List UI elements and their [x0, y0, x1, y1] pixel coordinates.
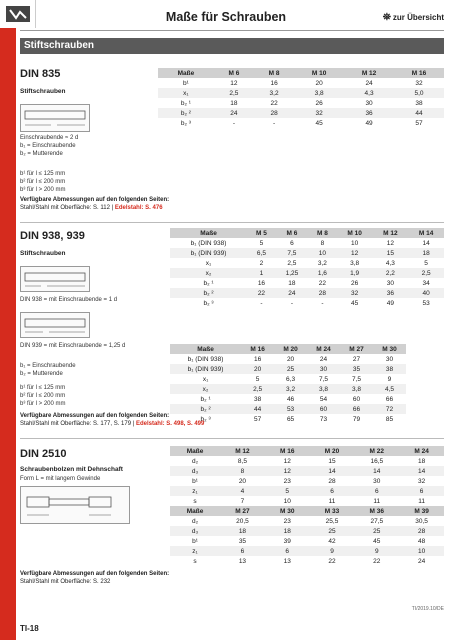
table-cell: 6	[265, 546, 310, 556]
table-row	[170, 288, 444, 298]
row-label: b₂ ²	[158, 108, 214, 118]
din-835-subtitle: Stiftschrauben	[20, 88, 66, 95]
table-row	[158, 118, 444, 128]
table-cell: -	[260, 299, 263, 307]
row-label: d₂	[191, 517, 199, 525]
table-header-cell: M 6	[276, 228, 308, 238]
table-cell: 20	[286, 355, 295, 363]
table-cell: 11	[418, 497, 425, 505]
din-835-drawing	[20, 104, 90, 132]
table-cell: 30,5	[415, 517, 428, 525]
table-cell: 1	[247, 268, 276, 278]
table-cell: 20	[315, 79, 323, 87]
table-header-cell: M 5	[247, 228, 276, 238]
table-row	[170, 546, 444, 556]
row-label: b₂ ¹	[203, 279, 214, 287]
row-label: d₂	[191, 457, 199, 465]
table-cell: 5	[265, 486, 310, 496]
din-2510-availability: Verfügbare Abmessungen auf den folgenden Seiten: Stahl/Stahl mit Oberfläche: S. 232	[20, 571, 170, 585]
table-cell: 85	[385, 415, 394, 423]
table-header-cell: M 27	[340, 344, 373, 354]
table-cell: 6	[399, 486, 444, 496]
back-link-label: zur Übersicht	[392, 13, 444, 22]
table-cell: 36	[373, 288, 409, 298]
din-835-block	[20, 62, 444, 222]
table-header-cell: M 10	[294, 68, 344, 78]
table-header-cell: M 24	[307, 344, 340, 354]
table-cell: 16,5	[370, 457, 384, 465]
table-header-cell: M 27	[220, 506, 265, 516]
table-cell: 42	[328, 537, 336, 545]
din-938-subtitle: Stiftschrauben	[20, 250, 66, 257]
table-cell: 8	[320, 239, 325, 247]
table-cell: 22	[328, 557, 336, 565]
table-header-cell: M 30	[265, 506, 310, 516]
table-cell: 14	[354, 466, 399, 476]
table-cell: 2,5	[241, 384, 274, 394]
din-938-note: DIN 938 = mit Einschraubende = 1 d	[20, 297, 118, 303]
table-row	[170, 414, 406, 424]
table-cell: 24	[214, 108, 254, 118]
table-cell: 54	[319, 395, 328, 403]
table-cell: 57	[253, 415, 262, 423]
table-cell: 14	[399, 466, 444, 476]
din-938-title: DIN 938, 939	[20, 230, 85, 242]
table-cell: 73	[319, 415, 328, 423]
table-cell: 8,5	[237, 457, 247, 465]
table-cell: 45	[315, 119, 323, 127]
table-cell: 65	[286, 415, 295, 423]
table-header-cell: Maße	[170, 506, 220, 516]
table-cell: 22	[270, 99, 278, 107]
table-cell: 3,8	[307, 384, 340, 394]
row-label: z₁	[170, 486, 220, 496]
table-row	[170, 496, 444, 506]
table-header-cell: M 16	[265, 446, 310, 456]
table-header-cell: M 12	[220, 446, 265, 456]
table-header-cell: M 8	[254, 68, 294, 78]
table-cell: 10	[308, 248, 337, 258]
din-2510-title: DIN 2510	[20, 448, 67, 460]
table-cell: 25,5	[325, 517, 339, 525]
table-cell: 60	[307, 404, 340, 414]
din-938-length-notes: b¹ für l ≤ 125 mm b² für l ≤ 200 mm b³ für l > 200 mm	[20, 385, 66, 407]
table-cell: 12	[230, 79, 238, 87]
row-label: b₁ (DIN 938)	[187, 355, 224, 363]
din-939-note: DIN 939 = mit Einschraubende = 1,25 d	[20, 343, 126, 349]
table-header-cell: M 33	[310, 506, 355, 516]
din-835-availability: Verfügbare Abmessungen auf den folgenden Seiten: Stahl/Stahl mit Oberfläche: S. 112 | Edelstahl: S. 476	[20, 197, 170, 211]
table-header-cell: M 6	[214, 68, 254, 78]
table-row	[170, 486, 444, 496]
table-header-cell: M 22	[354, 446, 399, 456]
divider	[20, 222, 444, 223]
table-cell: 7,5	[319, 375, 329, 383]
row-label: b₁ (DIN 939)	[170, 248, 247, 258]
table-cell: 32	[417, 477, 426, 485]
row-label: x₂	[170, 384, 241, 394]
table-row	[170, 404, 406, 414]
table-cell: 27	[352, 355, 361, 363]
table-row	[170, 456, 444, 466]
row-label: x₂	[170, 268, 247, 278]
table-cell: 25	[274, 364, 307, 374]
table-header-cell: Maße	[158, 68, 214, 78]
table-cell: 27,5	[370, 517, 384, 525]
table-cell: 8	[220, 466, 265, 476]
din-938-notes: b₁ = Einschraubende b₂ = Mutterende	[20, 363, 76, 377]
page-title: Maße für Schrauben	[165, 10, 287, 24]
table-cell: 7,5	[351, 375, 362, 383]
row-label: b₂ ²	[170, 288, 247, 298]
table-cell: 9	[310, 546, 355, 556]
din-939-drawing	[20, 312, 90, 338]
table-cell: 18	[230, 99, 238, 107]
table-row	[170, 384, 406, 394]
table-header-cell: Maße	[170, 228, 247, 238]
table-cell: 5	[424, 259, 428, 267]
table-cell: 66	[385, 395, 394, 403]
table-cell: 24	[319, 355, 328, 363]
table-header-cell: Maße	[170, 344, 241, 354]
table-header-cell: M 16	[394, 68, 444, 78]
table-cell: 6	[354, 486, 399, 496]
table-cell: 7	[240, 497, 245, 505]
table-cell: 9	[387, 375, 392, 383]
table-row	[170, 374, 406, 384]
back-to-overview-link[interactable]	[383, 12, 444, 23]
table-cell: 79	[352, 415, 361, 423]
table-cell: 32	[337, 288, 373, 298]
table-cell: 66	[340, 404, 373, 414]
table-cell: 18	[288, 279, 296, 287]
row-label: b₂ ³	[200, 415, 211, 423]
table-header-cell: M 12	[344, 68, 394, 78]
table-row	[170, 394, 406, 404]
table-cell: 10	[283, 497, 291, 505]
din-2510-drawing	[20, 486, 130, 524]
table-cell: 2	[259, 259, 264, 267]
table-cell: 26	[315, 99, 323, 107]
table-header-cell: M 10	[337, 228, 373, 238]
table-cell: -	[272, 119, 276, 127]
table-cell: 32	[294, 108, 344, 118]
table-cell: 5	[259, 239, 264, 247]
din-2510-table-2	[170, 506, 444, 566]
table-cell: 3,8	[340, 384, 373, 394]
table-cell: 48	[417, 537, 426, 545]
document-id: TI/2019.10/DE	[411, 606, 444, 612]
table-cell: 11	[328, 497, 336, 505]
table-row	[170, 536, 444, 546]
row-label: b₁ (DIN 938)	[190, 239, 227, 247]
table-cell: 23	[283, 477, 291, 485]
table-cell: 12	[337, 248, 373, 258]
table-cell: 2,5	[408, 268, 444, 278]
row-label: b¹	[183, 79, 189, 87]
table-cell: 15	[328, 457, 336, 465]
din-2510-block	[20, 442, 444, 592]
table-cell: 44	[394, 108, 444, 118]
table-cell: 53	[274, 404, 307, 414]
din-2510-subtitle-2: Form L = mit langem Gewinde	[20, 476, 101, 482]
row-label: x₁	[205, 259, 212, 267]
table-cell: 4,3	[344, 88, 394, 98]
table-cell: 20,5	[236, 517, 249, 525]
table-cell: 35	[238, 537, 247, 545]
table-cell: 6	[310, 486, 355, 496]
row-label: b₂ ¹	[180, 99, 191, 107]
table-cell: 36	[344, 108, 394, 118]
table-cell: 12	[283, 457, 291, 465]
table-cell: 14	[310, 466, 355, 476]
table-cell: 45	[373, 537, 381, 545]
table-header-cell: M 30	[373, 344, 406, 354]
table-cell: 18	[265, 526, 310, 536]
table-cell: 4,3	[385, 259, 395, 267]
din-835-table	[158, 68, 444, 128]
row-label: b₂ ²	[170, 404, 241, 414]
table-cell: -	[321, 299, 324, 307]
table-row	[170, 516, 444, 526]
table-cell: 28	[254, 108, 294, 118]
table-row	[158, 78, 444, 88]
row-label: x₁	[158, 88, 214, 98]
table-cell: 15	[373, 248, 409, 258]
din-938-availability: Verfügbare Abmessungen auf den folgenden Seiten: Stahl/Stahl mit Oberfläche: S. 177, S. 179 | Edelstahl: S. 498, S. 499	[20, 413, 205, 427]
table-cell: 22	[373, 557, 381, 565]
table-cell: 6	[290, 239, 294, 247]
table-cell: 60	[352, 395, 361, 403]
table-row	[170, 238, 444, 248]
side-accent-bar	[0, 0, 16, 640]
table-cell: 20	[241, 364, 274, 374]
table-header-cell: M 16	[241, 344, 274, 354]
table-row	[158, 108, 444, 118]
table-row	[170, 248, 444, 258]
table-cell: 10	[399, 546, 444, 556]
din-938-drawing	[20, 266, 90, 292]
table-cell: 13	[283, 557, 291, 565]
table-cell: 25	[354, 526, 399, 536]
table-cell: 24	[276, 288, 308, 298]
din-2510-subtitle: Schraubenbolzen mit Dehnschaft	[20, 466, 123, 473]
table-cell: 5,0	[394, 88, 444, 98]
table-cell: -	[232, 119, 235, 127]
table-header-cell: M 24	[399, 446, 444, 456]
table-cell: 32	[415, 79, 423, 87]
table-cell: 40	[408, 288, 444, 298]
table-cell: 72	[373, 404, 406, 414]
table-header-cell: M 20	[274, 344, 307, 354]
table-cell: 6	[220, 546, 265, 556]
table-header-cell: M 36	[354, 506, 399, 516]
table-cell: 30	[365, 99, 373, 107]
table-cell: 13	[238, 557, 247, 565]
table-cell: 7,5	[276, 248, 308, 258]
row-label: d₃	[170, 526, 220, 536]
table-cell: 6,3	[286, 375, 296, 383]
header-divider	[20, 30, 444, 31]
table-cell: 23	[283, 517, 291, 525]
table-header-cell: M 39	[399, 506, 444, 516]
table-row	[170, 354, 406, 364]
table-cell: 1,9	[337, 268, 373, 278]
table-row	[158, 98, 444, 108]
table-cell: 46	[286, 395, 295, 403]
table-cell: 53	[422, 299, 430, 307]
table-row	[170, 278, 444, 288]
table-cell: 34	[422, 279, 430, 287]
table-cell: 30	[386, 279, 394, 287]
din-938-table-2	[170, 344, 406, 424]
section-title: Stiftschrauben	[20, 38, 444, 54]
table-cell: 3,8	[350, 259, 360, 267]
table-cell: 57	[415, 119, 423, 127]
divider	[20, 438, 444, 439]
table-cell: 30	[385, 355, 394, 363]
table-cell: 26	[351, 279, 359, 287]
table-cell: 28	[308, 288, 337, 298]
table-cell: 38	[373, 364, 406, 374]
row-label: b₁ (DIN 939)	[170, 364, 241, 374]
table-header-cell: Maße	[170, 446, 220, 456]
table-cell: 28	[328, 477, 336, 485]
table-cell: 3,2	[317, 259, 327, 267]
table-cell: 49	[365, 119, 373, 127]
table-cell: 4	[220, 486, 265, 496]
table-cell: 3,2	[254, 88, 294, 98]
page-number: TI-18	[20, 624, 39, 633]
table-cell: 38	[253, 395, 262, 403]
table-row	[170, 268, 444, 278]
table-cell: 45	[351, 299, 359, 307]
row-label: z₁	[170, 546, 220, 556]
table-row	[170, 298, 444, 308]
table-cell: 18	[220, 526, 265, 536]
table-cell: 28	[399, 526, 444, 536]
table-cell: 24	[417, 557, 426, 565]
row-label: b¹	[192, 477, 198, 485]
table-cell: 18	[408, 248, 444, 258]
table-cell: 12	[386, 239, 394, 247]
table-header-cell: M 14	[408, 228, 444, 238]
table-cell: 22	[318, 279, 327, 287]
row-label: s	[193, 497, 197, 505]
table-cell: 2,5	[287, 259, 297, 267]
table-cell: 1,6	[308, 268, 337, 278]
table-cell: 9	[354, 546, 399, 556]
table-cell: 2,2	[373, 268, 409, 278]
din-2510-table-1	[170, 446, 444, 506]
binoculars-icon: ⛯	[382, 12, 391, 23]
row-label: b₂ ³	[180, 119, 191, 127]
table-row	[170, 476, 444, 486]
table-cell: 16	[270, 79, 278, 87]
table-cell: -	[290, 299, 293, 307]
table-header-cell: M 12	[373, 228, 409, 238]
table-cell: 4,5	[373, 384, 406, 394]
table-cell: 39	[283, 537, 291, 545]
table-cell: 16	[253, 355, 262, 363]
table-cell: 1,25	[276, 268, 308, 278]
table-cell: 5	[255, 375, 260, 383]
table-row	[170, 364, 406, 374]
table-cell: 11	[373, 497, 381, 505]
table-cell: 20	[238, 477, 247, 485]
table-cell: 14	[422, 239, 430, 247]
table-cell: 2,5	[214, 88, 254, 98]
row-label: b₂ ¹	[200, 395, 211, 403]
table-row	[158, 88, 444, 98]
table-header-cell: M 8	[308, 228, 337, 238]
table-cell: 3,2	[274, 384, 307, 394]
row-label: b₂ ³	[203, 299, 214, 307]
row-label: d₃	[170, 466, 220, 476]
table-row	[170, 526, 444, 536]
row-label: x₁	[202, 375, 209, 383]
table-row	[170, 258, 444, 268]
table-cell: 18	[417, 457, 426, 465]
table-cell: 25	[310, 526, 355, 536]
table-row	[170, 556, 444, 566]
table-cell: 38	[415, 99, 423, 107]
din-835-length-notes: b¹ für l ≤ 125 mm b² für l ≤ 200 mm b³ für l > 200 mm	[20, 171, 66, 193]
row-label: s	[193, 557, 197, 565]
table-cell: 16	[257, 279, 266, 287]
row-label: b¹	[192, 537, 198, 545]
table-cell: 3,8	[294, 88, 344, 98]
table-cell: 44	[241, 404, 274, 414]
table-row	[170, 466, 444, 476]
table-cell: 30	[373, 477, 381, 485]
table-cell: 12	[265, 466, 310, 476]
table-cell: 24	[365, 79, 373, 87]
table-cell: 30	[307, 364, 340, 374]
din-938-table-1	[170, 228, 444, 308]
table-cell: 10	[351, 239, 359, 247]
din-835-title: DIN 835	[20, 68, 61, 80]
table-cell: 22	[247, 288, 276, 298]
din-835-notes: Einschraubende ≈ 2 d b₁ = Einschraubende b₂ = Mutterende	[20, 135, 79, 157]
table-cell: 49	[386, 299, 394, 307]
table-cell: 6,5	[247, 248, 276, 258]
table-header-cell: M 20	[310, 446, 355, 456]
table-cell: 35	[340, 364, 373, 374]
